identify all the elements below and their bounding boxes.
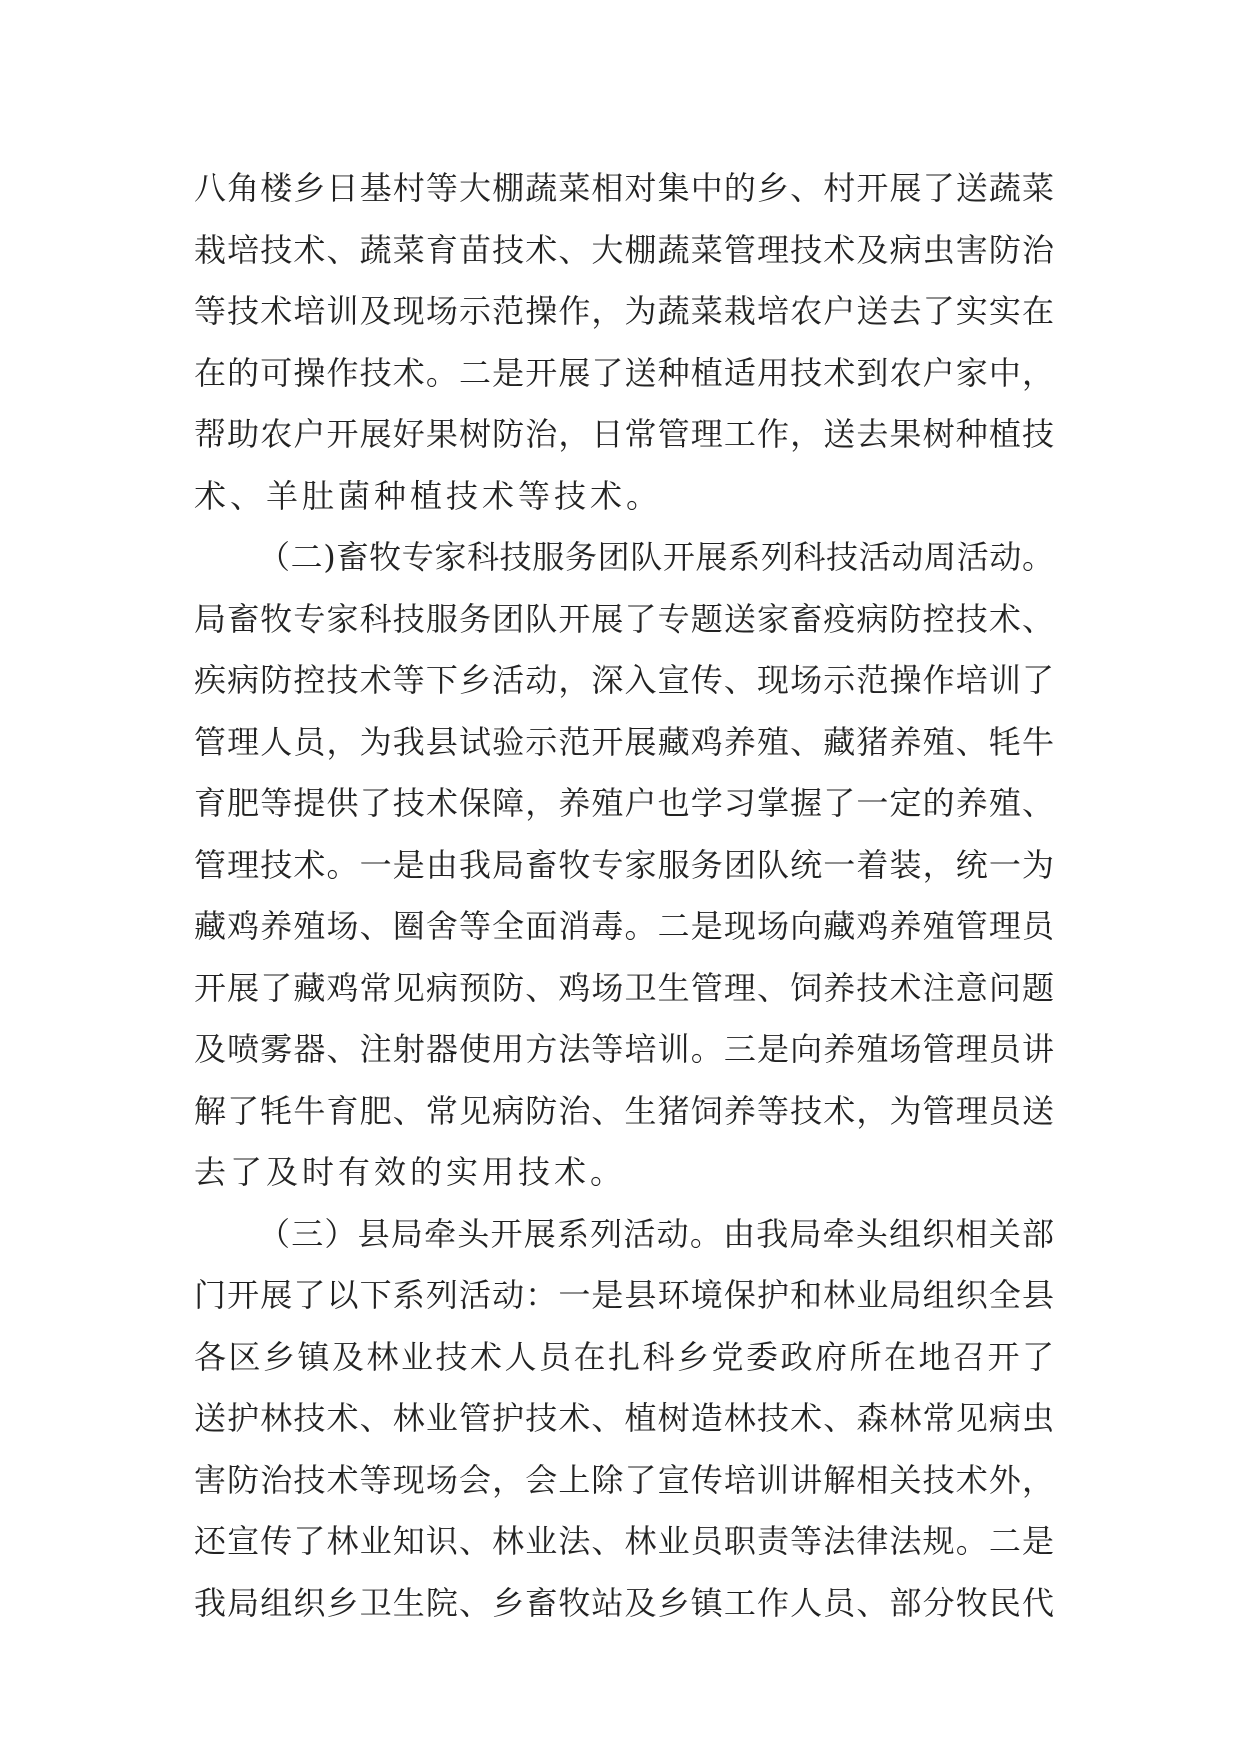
body-text [194,158,1054,1634]
text-line: 局畜牧专家科技服务团队开展了专题送家畜疫病防控技术、 [194,599,1054,638]
text-line: 还宣传了林业知识、林业法、林业员职责等法律法规。二是 [194,1522,1054,1560]
text-line: 开展了藏鸡常见病预防、鸡场卫生管理、饲养技术注意问题 [194,968,1054,1007]
text-line: 管理人员，为我县试验示范开展藏鸡养殖、藏猪养殖、牦牛 [194,722,1054,761]
section-heading-line: （三）县局牵头开展系列活动。由我局牵头组织相关部 [258,1214,1054,1253]
text-line: 帮助农户开展好果树防治，日常管理工作，送去果树种植技 [194,415,1054,453]
text-line: 等技术培训及现场示范操作，为蔬菜栽培农户送去了实实在 [194,292,1054,330]
text-line: 疾病防控技术等下乡活动，深入宣传、现场示范操作培训了 [194,661,1054,699]
text-line: 栽培技术、蔬菜育苗技术、大棚蔬菜管理技术及病虫害防治 [194,230,1054,269]
text-line: 送护林技术、林业管护技术、植树造林技术、森林常见病虫 [194,1399,1054,1437]
text-line: 及喷雾器、注射器使用方法等培训。三是向养殖场管理员讲 [194,1030,1054,1068]
text-line: 育肥等提供了技术保障，养殖户也学习掌握了一定的养殖、 [194,784,1054,822]
section-heading-line: （二)畜牧专家科技服务团队开展系列科技活动周活动。 [258,538,1054,576]
text-line: 门开展了以下系列活动：一是县环境保护和林业局组织全县 [194,1276,1054,1314]
text-line: 我局组织乡卫生院、乡畜牧站及乡镇工作人员、部分牧民代 [194,1583,1054,1622]
text-line: 术、羊肚菌种植技术等技术。 [194,476,663,515]
text-line: 藏鸡养殖场、圈舍等全面消毒。二是现场向藏鸡养殖管理员 [194,907,1054,945]
text-line: 解了牦牛育肥、常见病防治、生猪饲养等技术，为管理员送 [194,1091,1054,1130]
text-line: 八角楼乡日基村等大棚蔬菜相对集中的乡、村开展了送蔬菜 [194,169,1054,207]
text-line: 各区乡镇及林业技术人员在扎科乡党委政府所在地召开了 [194,1337,1054,1376]
text-line: 害防治技术等现场会，会上除了宣传培训讲解相关技术外， [194,1460,1054,1499]
text-line: 去了及时有效的实用技术。 [194,1153,627,1191]
text-line: 在的可操作技术。二是开展了送种植适用技术到农户家中， [194,353,1054,392]
text-line: 管理技术。一是由我局畜牧专家服务团队统一着装，统一为 [194,845,1054,884]
